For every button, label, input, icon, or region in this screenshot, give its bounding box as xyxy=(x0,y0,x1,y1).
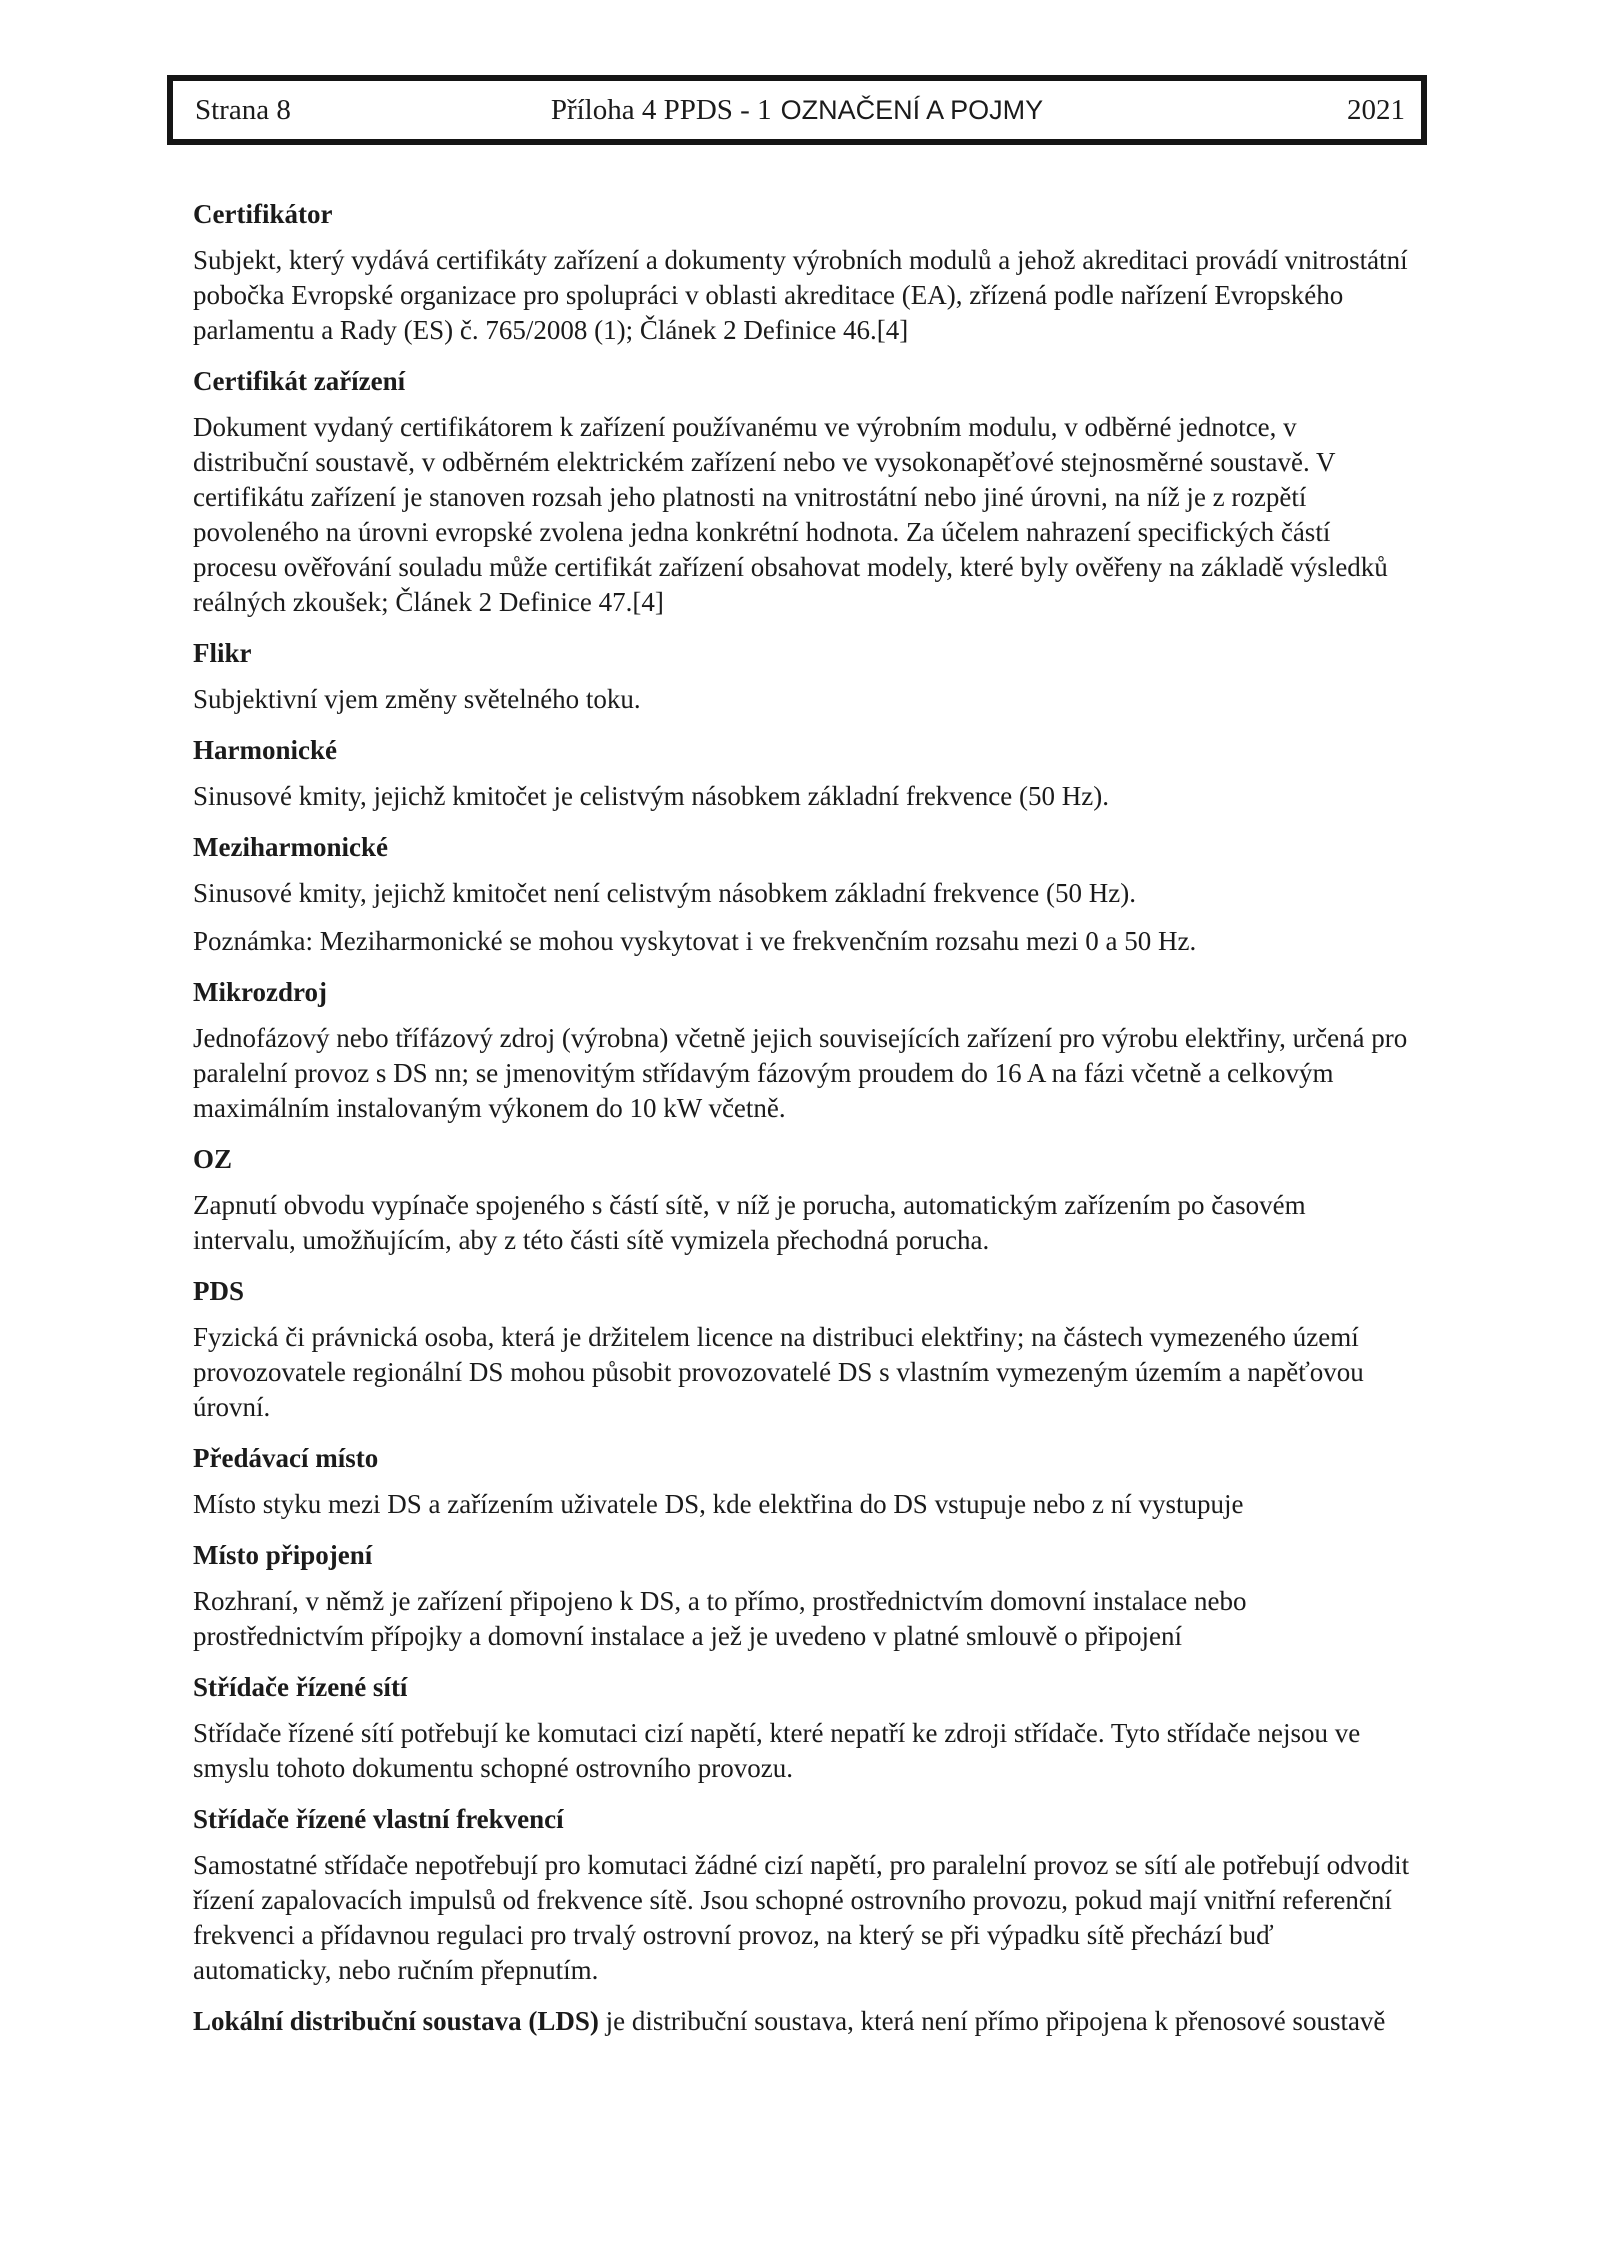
section-paragraph: Subjektivní vjem změny světelného toku. xyxy=(193,684,641,714)
section-harmonicke xyxy=(193,733,1413,814)
section-heading: OZ xyxy=(193,1144,233,1174)
section-paragraph: Zapnutí obvodu vypínače spojeného s částí sítě, v níž je porucha, automatickým zařízením po časovém intervalu, umožňujícím, aby z této části sítě vymizela přechodná porucha. xyxy=(193,1190,1306,1255)
section-mikrozdroj xyxy=(193,975,1413,1126)
section-heading: Místo připojení xyxy=(193,1540,373,1570)
document-title-sans: OZNAČENÍ A POJMY xyxy=(780,94,1044,125)
section-certifikator xyxy=(193,197,1413,348)
section-heading: Meziharmonické xyxy=(193,832,388,862)
page-number: Strana 8 xyxy=(195,93,291,126)
section-paragraph: Místo styku mezi DS a zařízením uživatele DS, kde elektřina do DS vstupuje nebo z ní vystupuje xyxy=(193,1489,1244,1519)
section-heading: Střídače řízené vlastní frekvencí xyxy=(193,1804,564,1834)
section-heading: Certifikát zařízení xyxy=(193,366,406,396)
section-paragraph: Jednofázový nebo třífázový zdroj (výrobna) včetně jejich souvisejících zařízení pro výrobu elektřiny, určená pro paralelní provoz s DS nn; se jmenovitým střídavým fázovým proudem do 16 A na fázi včetně a celkovým maximálním instalovaným výkonem do 10 kW včetně. xyxy=(193,1023,1408,1123)
section-meziharmonicke xyxy=(193,830,1413,959)
section-oz xyxy=(193,1142,1413,1258)
section-paragraph: Samostatné střídače nepotřebují pro komutaci žádné cizí napětí, pro paralelní provoz se sítí ale potřebují odvodit řízení zapalovacích impulsů od frekvence sítě. Jsou schopné ostrovního provozu, pokud mají vnitřní referenční frekvenci a přídavnou regulaci pro trvalý ostrovní provoz, na který se při výpadku sítě přechází buď automaticky, nebo ručním přepnutím. xyxy=(193,1850,1410,1985)
section-heading: PDS xyxy=(193,1276,245,1306)
inline-definition-lds xyxy=(193,2004,1413,2039)
section-paragraph: Fyzická či právnická osoba, která je držitelem licence na distribuci elektřiny; na částech vymezeného území provozovatele regionální DS mohou působit provozovatelé DS s vlastním vymezeným územím a napěťovou úrovní. xyxy=(193,1322,1364,1422)
section-paragraph: Dokument vydaný certifikátorem k zařízení používanému ve výrobním modulu, v odběrné jednotce, v distribuční soustavě, v odběrném elektrickém zařízení nebo ve vysokonapěťové stejnosměrné soustavě. V certifikátu zařízení je stanoven rozsah jeho platnosti na vnitrostátní nebo jiné úrovni, na níž je z rozpětí povoleného na úrovni evropské zvolena jedna konkrétní hodnota. Za účelem nahrazení specifických částí procesu ověřování souladu může certifikát zařízení obsahovat modely, které byly ověřeny na základě výsledků reálných zkoušek; Článek 2 Definice 47.[4] xyxy=(193,412,1388,617)
section-heading: Střídače řízené sítí xyxy=(193,1672,408,1702)
document-title xyxy=(173,94,1421,127)
document-year: 2021 xyxy=(1347,93,1405,126)
inline-definition-term: Lokální distribuční soustava (LDS) xyxy=(193,2006,599,2036)
section-misto-pripojeni xyxy=(193,1538,1413,1654)
section-paragraph: Střídače řízené sítí potřebují ke komutaci cizí napětí, které nepatří ke zdroji střídače. Tyto střídače nejsou ve smyslu tohoto dokumentu schopné ostrovního provozu. xyxy=(193,1718,1361,1783)
section-paragraph: Rozhraní, v němž je zařízení připojeno k DS, a to přímo, prostřednictvím domovní instalace nebo prostřednictvím přípojky a domovní instalace a jež je uvedeno v platné smlouvě o připojení xyxy=(193,1586,1247,1651)
section-heading: Certifikátor xyxy=(193,199,333,229)
section-pds xyxy=(193,1274,1413,1425)
section-heading: Mikrozdroj xyxy=(193,977,327,1007)
section-paragraph: Sinusové kmity, jejichž kmitočet je celistvým násobkem základní frekvence (50 Hz). xyxy=(193,781,1109,811)
section-stridace-rizene-siti xyxy=(193,1670,1413,1786)
section-note: Poznámka: Meziharmonické se mohou vyskytovat i ve frekvenčním rozsahu mezi 0 a 50 Hz. xyxy=(193,926,1197,956)
inline-definition-text: je distribuční soustava, která není přímo připojena k přenosové soustavě xyxy=(598,2006,1386,2036)
section-flikr xyxy=(193,636,1413,717)
section-heading: Flikr xyxy=(193,638,252,668)
section-predavaci-misto xyxy=(193,1441,1413,1522)
section-stridace-vlastni-frekvenci xyxy=(193,1802,1413,1988)
document-title-serif: Příloha 4 PPDS - 1 xyxy=(550,93,772,126)
page-header xyxy=(167,75,1427,145)
section-certifikat-zarizeni xyxy=(193,364,1413,620)
section-paragraph: Subjekt, který vydává certifikáty zařízení a dokumenty výrobních modulů a jehož akreditaci provádí vnitrostátní pobočka Evropské organizace pro spolupráci v oblasti akreditace (EA), zřízená podle nařízení Evropského parlamentu a Rady (ES) č. 765/2008 (1); Článek 2 Definice 46.[4] xyxy=(193,245,1408,345)
section-heading: Předávací místo xyxy=(193,1443,379,1473)
section-heading: Harmonické xyxy=(193,735,337,765)
definitions-content xyxy=(193,181,1413,2039)
section-paragraph: Sinusové kmity, jejichž kmitočet není celistvým násobkem základní frekvence (50 Hz). xyxy=(193,878,1136,908)
